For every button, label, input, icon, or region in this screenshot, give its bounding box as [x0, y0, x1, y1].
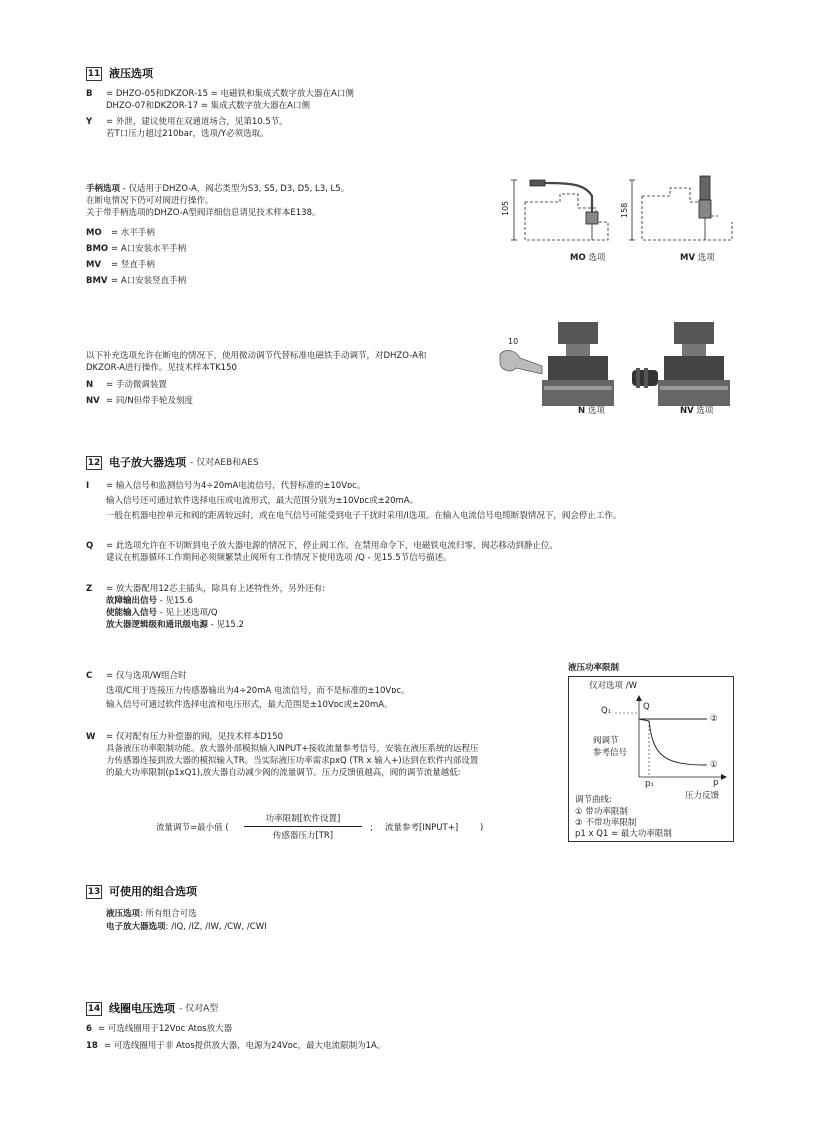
- n-caption: [578, 405, 605, 417]
- curve-1-label: ①: [710, 760, 718, 770]
- option-i-line3: 一般在机器电控单元和阀的距离较远时，或在电气信号可能受到电子干扰时采用/I选项。在输入电流信号电缆断裂情况下，阀会停止工作。: [106, 511, 622, 521]
- option-key: 6: [86, 1024, 92, 1034]
- section-11-header: [86, 66, 153, 82]
- section-number: 14: [87, 1004, 101, 1014]
- z-item-3: [106, 619, 244, 631]
- option-desc: = 此选项允许在不切断到电子放大器电源的情况下，停止阀工作。在禁用命令下，电磁铁电流归零，阀芯移动到静止位。: [106, 541, 558, 551]
- section-subtitle: - 仅对AEB和AES: [190, 458, 259, 468]
- pressure-feedback-label: 压力反馈: [685, 791, 720, 801]
- mo-drawing: [511, 180, 608, 240]
- option-key: NV: [86, 396, 100, 406]
- option-nv: [86, 395, 193, 407]
- section-number: 12: [87, 458, 101, 468]
- option-desc: = 输入信号和监测信号为4÷20mA电流信号，代替标准的±10Vᴅᴄ。: [106, 481, 366, 491]
- section-title: 液压选项: [109, 67, 153, 80]
- option-bmv: [86, 275, 186, 287]
- graph-box: [568, 676, 734, 842]
- option-key: N: [86, 380, 94, 390]
- curve-2-label: ②: [710, 714, 718, 724]
- option-y: [86, 116, 288, 128]
- legend-item-2: ② 不带功率限制: [575, 818, 637, 828]
- z-item-1: [106, 595, 193, 607]
- option-key: Z: [86, 584, 93, 594]
- mv-dimension: 158: [620, 202, 629, 218]
- legend-title: 调节曲线:: [575, 795, 612, 805]
- option-desc: = 仅对配有压力补偿器的阀，见技术样本D150: [106, 732, 284, 742]
- handle-title: 手柄选项: [86, 184, 121, 194]
- section-number: 11: [87, 69, 101, 79]
- combo-label: 液压选项: [106, 909, 141, 919]
- nv-drawing: [632, 322, 730, 406]
- option-desc: = 可选线圈用于非 Atos提供放大器，电源为24Vᴅᴄ，最大电流限制为1A。: [104, 1041, 386, 1051]
- valve-ref-label-2: 参考信号: [593, 748, 628, 758]
- option-w: [86, 731, 283, 743]
- z-item-title: 使能输入信号: [106, 608, 158, 618]
- option-mv: [86, 259, 155, 271]
- graph-title: 液压功率限制: [568, 663, 620, 673]
- z-item-2: [106, 607, 218, 619]
- mo-caption: [570, 252, 605, 264]
- option-key: MO: [86, 228, 102, 238]
- option-key: I: [86, 481, 90, 491]
- combo-label: 电子放大器选项: [106, 922, 166, 932]
- option-b-line2: DHZO-07和DKZOR-17 = 集成式数字放大器在A口侧: [106, 101, 310, 111]
- option-w-line2: 具备液压功率限制功能。放大器外部模拟输入INPUT+接收流量参考信号，安装在液压系统的远程压: [106, 744, 479, 754]
- option-key: C: [86, 671, 93, 681]
- combo-hydraulic: [106, 908, 197, 920]
- option-c-line2: 选项/C用于连接压力传感器输出为4÷20mA 电流信号，而不是标准的±10Vᴅᴄ。: [106, 686, 410, 696]
- option-w-line3: 力传感器连接到放大器的模拟输入TR。当实际液压功率需求pxQ (TR x 输入+)达到在软件内部设置: [106, 756, 479, 766]
- mo-dimension: 105: [501, 200, 510, 216]
- section-12-header: [86, 455, 259, 471]
- option-key: W: [86, 732, 96, 742]
- handle-intro: [86, 183, 349, 195]
- option-key: Q: [86, 541, 94, 551]
- combo-value: : 所有组合可选: [140, 909, 197, 919]
- handle-options-figure: [500, 172, 740, 264]
- z-item-ref: - 见15.2: [208, 620, 244, 630]
- caption-text: 选项: [697, 253, 715, 263]
- caption-text: 选项: [696, 406, 714, 416]
- valve-ref-label-1: 阀调节: [593, 736, 619, 746]
- option-desc: = A口安装竖直手柄: [111, 276, 187, 286]
- option-c-line3: 输入信号可通过软件选择电流和电压形式，最大范围是±10Vᴅᴄ或±20mA。: [106, 700, 393, 710]
- option-y-line2: 若T口压力超过210bar，选项/Y必须选取。: [106, 129, 269, 139]
- option-key: BMO: [86, 244, 109, 254]
- legend-item-1: ① 带功率限制: [575, 807, 628, 817]
- combo-value: : /IQ, /IZ, /IW, /CW, /CWI: [165, 922, 267, 932]
- section-title: 可使用的组合选项: [109, 885, 197, 898]
- handle-text: - 仅适用于DHZO-A，阀芯类型为S3, S5, D3, D5, L3, L5。: [120, 184, 350, 194]
- option-q-line2: 建议在机器循环工作期间必须频繁禁止阀所有工作情况下使用选项 /Q - 见15.5节信号描述。: [106, 553, 452, 563]
- graph-subtitle: 仅对选项 /W: [589, 681, 637, 691]
- manual-line1: 以下补充选项允许在断电的情况下，使用微动调节代替标准电磁铁手动调节，对DHZO-A和: [86, 351, 427, 361]
- n-drawing: [500, 322, 614, 406]
- option-i-line2: 输入信号还可通过软件选择电压或电流形式，最大范围分别为±10Vᴅᴄ或±20mA。: [106, 496, 419, 506]
- q1-label: Q₁: [601, 706, 612, 716]
- n-label-number: 10: [508, 337, 519, 346]
- option-key: MV: [86, 260, 102, 270]
- q-axis-label: Q: [643, 702, 650, 712]
- formula-separator: ;: [370, 823, 373, 833]
- option-n: [86, 379, 167, 391]
- z-item-title: 放大器逻辑级和通讯级电源: [106, 620, 209, 630]
- caption-key: MO: [570, 253, 586, 263]
- z-item-ref: - 见15.6: [157, 596, 193, 606]
- y-axis-arrow: [636, 695, 642, 701]
- option-key: B: [86, 89, 93, 99]
- option-desc: = 竖直手柄: [111, 260, 155, 270]
- z-item-title: 故障输出信号: [106, 596, 158, 606]
- coil-option-6: [86, 1023, 232, 1035]
- z-item-ref: - 见上述选项/Q: [157, 608, 218, 618]
- option-z: [86, 583, 325, 595]
- fraction-bar: [244, 826, 362, 827]
- manual-options-figure: [496, 318, 744, 410]
- option-desc: = A口安装水平手柄: [111, 244, 187, 254]
- p1-label: p₁: [645, 779, 654, 789]
- option-w-line4: 的最大功率限制(p1xQ1),放大器自动减少阀的流量调节。压力反馈值越高，阀的调节流量越低:: [106, 768, 461, 778]
- section-title: 线圈电压选项: [109, 1002, 175, 1015]
- option-key: BMV: [86, 276, 108, 286]
- mv-drawing: [629, 176, 732, 240]
- option-i: [86, 480, 365, 492]
- handle-line3: 关于带手柄选项的DHZO-A型阀详细信息请见技术样本E138。: [86, 208, 321, 218]
- option-desc: = 可选线圈用于12Vᴅᴄ Atos放大器: [98, 1024, 233, 1034]
- section-number: 13: [87, 887, 101, 897]
- legend-item-3: p1 x Q1 = 最大功率限制: [575, 829, 672, 839]
- section-13-header: [86, 884, 197, 900]
- option-desc: = 放大器配用12芯主插头，除具有上述特性外，另外还有:: [106, 584, 326, 594]
- caption-key: N: [578, 406, 586, 416]
- caption-text: 选项: [587, 406, 605, 416]
- x-axis-arrow: [721, 774, 727, 780]
- option-key: Y: [86, 117, 93, 127]
- formula-denominator: 传感器压力[TR]: [272, 831, 334, 841]
- formula-numerator: 功率限制[软件设置]: [265, 814, 341, 824]
- option-desc: = 水平手柄: [111, 228, 155, 238]
- section-title: 电子放大器选项: [109, 456, 186, 469]
- option-desc: = 手动微调装置: [106, 380, 167, 390]
- section-subtitle: - 仅对A型: [179, 1004, 219, 1014]
- option-b: [86, 88, 354, 100]
- option-desc: = 仅与选项/W组合时: [106, 671, 187, 681]
- caption-text: 选项: [588, 253, 606, 263]
- option-desc: = 外泄，建议使用在双通道场合，见第10.5节。: [106, 117, 288, 127]
- nv-caption: [680, 405, 713, 417]
- formula-close: ): [480, 823, 484, 833]
- formula-rhs: 流量参考[INPUT+]: [385, 823, 459, 833]
- caption-key: NV: [680, 406, 694, 416]
- option-q: [86, 540, 558, 552]
- option-key: 18: [86, 1041, 98, 1051]
- formula-lhs: 流量调节=最小值 (: [156, 823, 229, 833]
- option-c: [86, 670, 187, 682]
- caption-key: MV: [680, 253, 696, 263]
- option-desc: = 同/N但带手轮及刻度: [106, 396, 194, 406]
- option-bmo: [86, 243, 186, 255]
- combo-electronic: [106, 921, 267, 933]
- section-14-header: [86, 1001, 218, 1017]
- handle-line2: 在断电情况下仍可对阀进行操作。: [86, 196, 214, 206]
- mv-caption: [680, 252, 715, 264]
- option-desc: = DHZO-05和DKZOR-15 = 电磁铁和集成式数字放大器在A口侧: [106, 89, 354, 99]
- manual-line2: DKZOR-A进行操作。见技术样本TK150: [86, 363, 237, 373]
- coil-option-18: [86, 1040, 385, 1052]
- p-axis-label: p: [713, 778, 719, 788]
- option-mo: [86, 227, 155, 239]
